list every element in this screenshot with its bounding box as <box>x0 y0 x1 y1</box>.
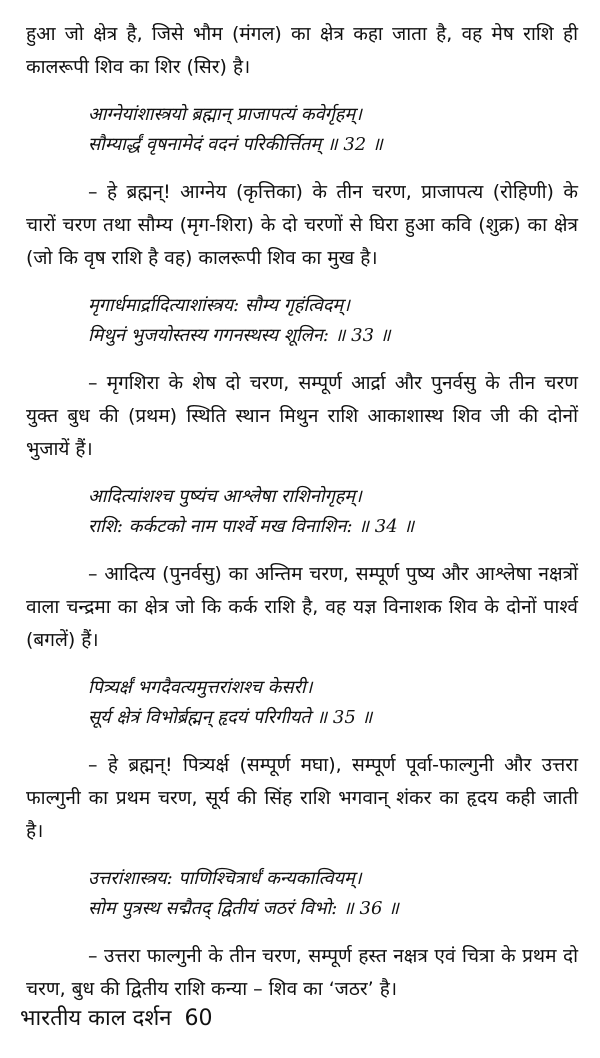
verse-line: राशि: कर्कटको नाम पार्श्वे मख विनाशिन: ॥ 34 ॥ <box>88 516 415 537</box>
verse-line: सूर्य क्षेत्रं विभोर्ब्रह्मन् हृदयं परिगीयते ॥ 35 ॥ <box>88 707 373 728</box>
verse-line: उत्तरांशास्त्रय: पाणिश्चित्रार्धं कन्यकात्वियम्। <box>88 868 362 889</box>
verse-line: आदित्यांशश्च पुष्यंच आश्लेषा राशिनोगृहम्। <box>88 486 362 507</box>
page-footer <box>20 1004 213 1034</box>
spacer <box>26 848 578 864</box>
spacer <box>26 657 578 673</box>
verse-line: आग्नेयांशास्त्रयो ब्रह्मान् प्राजापत्यं कवेर्गृहम्। <box>88 104 362 125</box>
spacer <box>26 351 578 367</box>
page-number: 60 <box>184 1006 213 1031</box>
verse-line: सोम पुत्रस्थ सद्मैतद् द्वितीयं जठरं विभो: ॥ 36 ॥ <box>88 898 399 919</box>
verse-36 <box>26 864 578 924</box>
verse-35 <box>26 673 578 733</box>
paragraph-6: – उत्तरा फाल्गुनी के तीन चरण, सम्पूर्ण हस्त नक्षत्र एवं चित्रा के प्रथम दो चरण, बुध की द्वितीय राशि कन्या – शिव का ‘जठर’ है। <box>26 945 578 1000</box>
page-body <box>26 18 578 1006</box>
spacer <box>26 924 578 940</box>
verse-line: मृगार्धमार्द्रादित्याशांस्त्रय: सौम्य गृहंत्विदम्। <box>88 295 351 316</box>
verse-34 <box>26 482 578 542</box>
paragraph-5: – हे ब्रह्मन्! पित्र्यर्क्ष (सम्पूर्ण मघा), सम्पूर्ण पूर्वा-फाल्गुनी और उत्तरा फाल्गुनी का प्रथम चरण, सूर्य की सिंह राशि भगवान् शंकर का हृदय कही जाती है। <box>26 754 578 842</box>
verse-line: सौम्यार्द्धं वृषनामेदं वदनं परिकीर्त्तितम् ॥ 32 ॥ <box>88 134 383 155</box>
verse-33 <box>26 291 578 351</box>
spacer <box>26 84 578 100</box>
spacer <box>26 466 578 482</box>
paragraph-4: – आदित्य (पुनर्वसु) का अन्तिम चरण, सम्पूर्ण पुष्य और आश्लेषा नक्षत्रों वाला चन्द्रमा का क्षेत्र जो कि कर्क राशि है, वह यज्ञ विनाशक शिव के दोनों पार्श्व (बगलें) हैं। <box>26 563 578 651</box>
spacer <box>26 733 578 749</box>
verse-line: पित्र्यर्क्षं भगदैवत्यमुत्तरांशश्च केसरी। <box>88 677 313 698</box>
spacer <box>26 160 578 176</box>
paragraph-3: – मृगशिरा के शेष दो चरण, सम्पूर्ण आर्द्रा और पुनर्वसु के तीन चरण युक्त बुध की (प्रथम) स्थिति स्थान मिथुन राशि आकाशास्थ शिव जी की दोनों भुजायें हैं। <box>26 372 578 460</box>
paragraph-1: हुआ जो क्षेत्र है, जिसे भौम (मंगल) का क्षेत्र कहा जाता है, वह मेष राशि ही कालरूपी शिव का शिर (सिर) है। <box>26 23 578 78</box>
verse-32 <box>26 100 578 160</box>
paragraph-2: – हे ब्रह्मन्! आग्नेय (कृत्तिका) के तीन चरण, प्राजापत्य (रोहिणी) के चारों चरण तथा सौम्य (मृग-शिरा) के दो चरणों से घिरा हुआ कवि (शुक्र) का क्षेत्र (जो कि वृष राशि है वह) कालरूपी शिव का मुख है। <box>26 181 578 269</box>
verse-line: मिथुनं भुजयोस्तस्य गगनस्थस्य शूलिन: ॥ 33 ॥ <box>88 325 391 346</box>
spacer <box>26 542 578 558</box>
spacer <box>26 275 578 291</box>
book-title: भारतीय काल दर्शन <box>20 1006 172 1031</box>
